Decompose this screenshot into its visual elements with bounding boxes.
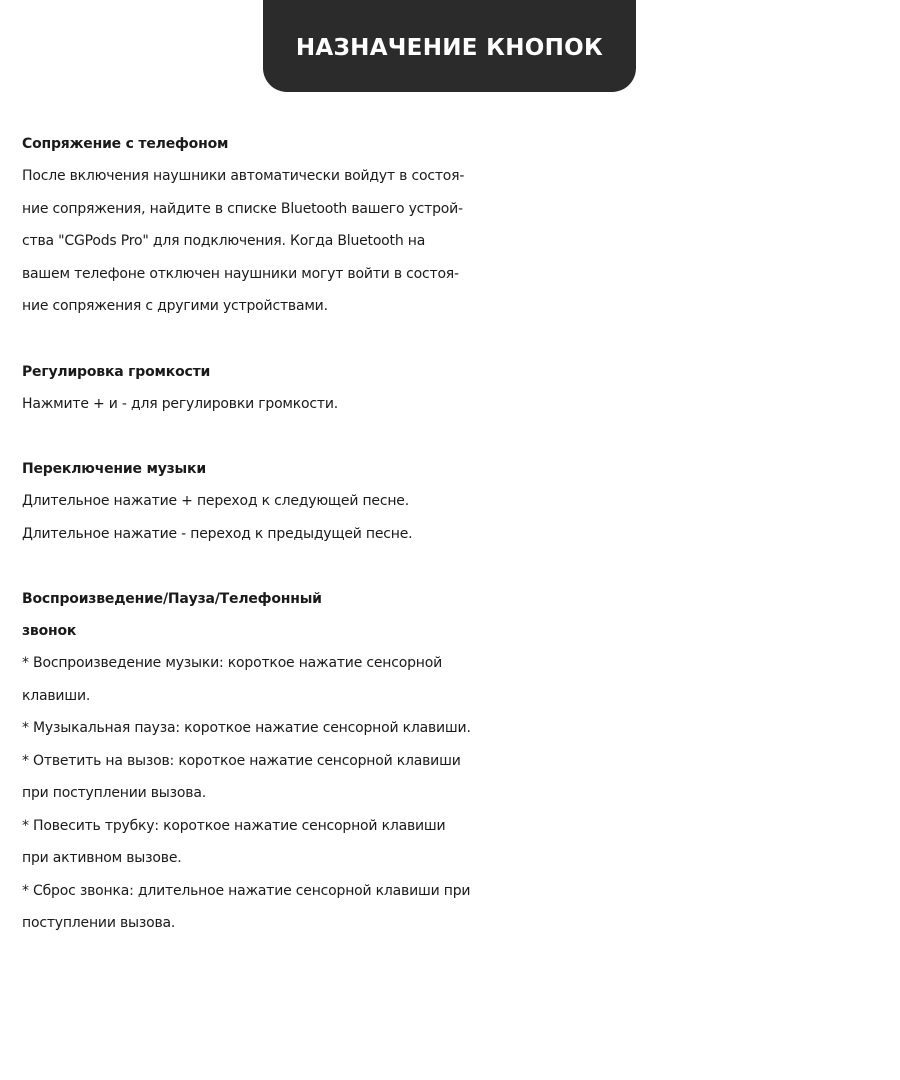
text-line: * Повесить трубку: короткое нажатие сенсорной клавиши [22, 817, 446, 834]
section-title [22, 356, 884, 388]
text-line: при активном вызове. [22, 850, 182, 866]
text-line: при поступлении вызова. [22, 785, 206, 801]
text-line: ства "CGPods Pro" для подключения. Когда Bluetooth на [22, 233, 426, 249]
section-title [22, 453, 884, 485]
section-title-line: звонок [22, 623, 77, 639]
section-title-line: Регулировка громкости [22, 363, 211, 380]
text-line: * Музыкальная пауза: короткое нажатие сенсорной клавиши. [22, 720, 471, 736]
text-line: Длительное нажатие - переход к предыдущей песне. [22, 525, 413, 542]
text-line: После включения наушники автоматически войдут в состоя- [22, 168, 465, 184]
text-line: клавиши. [22, 687, 91, 704]
section-volume [22, 356, 884, 421]
section-title-line: Воспроизведение/Пауза/Телефонный [22, 591, 322, 607]
text-line: * Ответить на вызов: короткое нажатие сенсорной клавиши [22, 752, 461, 769]
text-line: * Сброс звонка: длительное нажатие сенсорной клавиши при [22, 882, 471, 899]
text-line: * Воспроизведение музыки: короткое нажатие сенсорной [22, 655, 442, 671]
header-tab [263, 0, 636, 92]
text-line: ние сопряжения, найдите в списке Bluetooth вашего устрой- [22, 200, 463, 217]
section-title [22, 128, 884, 160]
section-title [22, 583, 884, 647]
text-line: Длительное нажатие + переход к следующей песне. [22, 493, 409, 509]
text-line: ние сопряжения с другими устройствами. [22, 298, 328, 314]
page-title: НАЗНАЧЕНИЕ КНОПОК [295, 35, 604, 61]
text-line: Нажмите + и - для регулировки громкости. [22, 395, 339, 412]
text-line: поступлении вызова. [22, 915, 176, 931]
text-line: вашем телефоне отключен наушники могут войти в состоя- [22, 265, 459, 282]
section-playback-calls [22, 583, 884, 940]
instructions-content [22, 128, 884, 973]
section-pairing [22, 128, 884, 323]
section-title-line: Переключение музыки [22, 461, 206, 477]
section-music-switch [22, 453, 884, 550]
section-title-line: Сопряжение с телефоном [22, 136, 229, 152]
